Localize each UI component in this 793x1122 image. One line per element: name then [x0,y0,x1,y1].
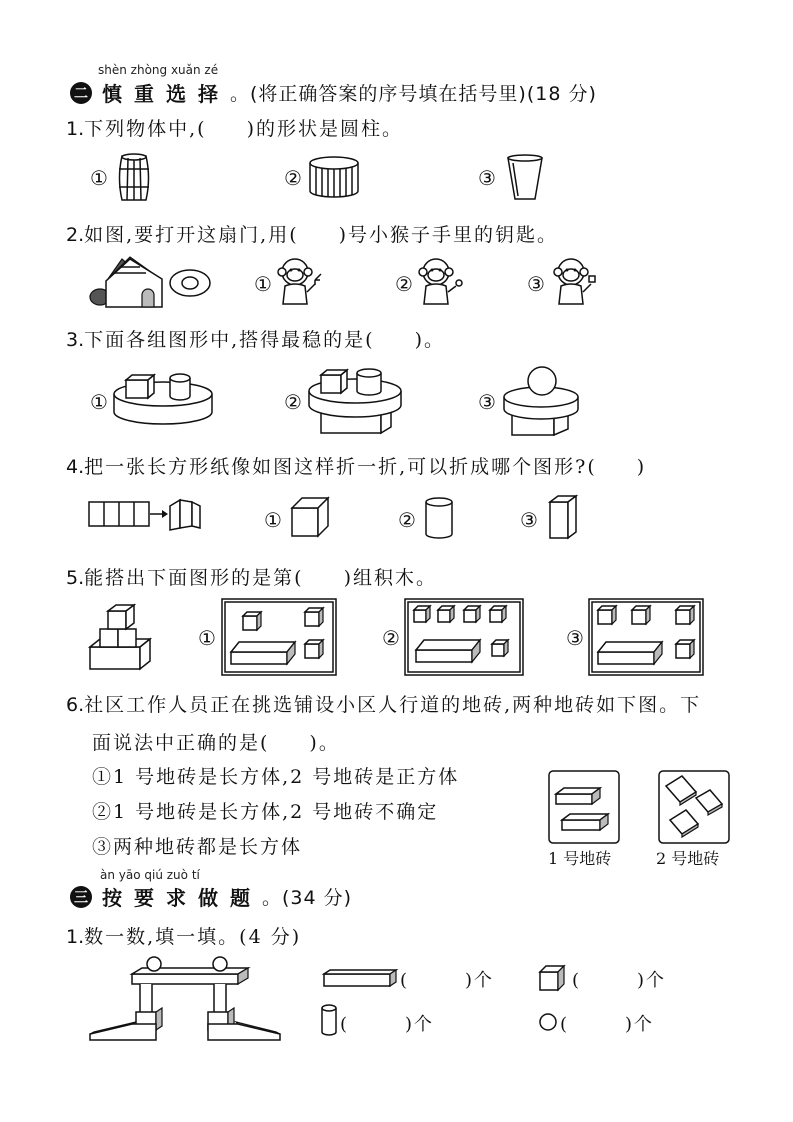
question-6-line-2 [92,728,340,755]
question-number: 1. [66,926,85,948]
question-text-a: 把一张长方形纸像如图这样折一折,可以折成哪个图形?( [84,456,597,478]
question-1 [66,114,403,141]
question-number: 4. [66,456,85,478]
count-paren-open: ( [572,970,582,991]
q3-option-1-label: ① [90,390,108,414]
tile-1-cuboids-image [548,770,620,844]
q5-option-1-label: ① [198,626,216,650]
q2-option-3-label: ③ [527,272,545,296]
q3-option-3-label: ③ [478,390,496,414]
q6-choice-2: ②1 号地砖是长方体,2 号地砖不确定 [92,801,439,823]
monkey-with-key-2-icon [416,256,464,308]
section2-pinyin: shèn zhòng xuǎn zé [98,63,219,77]
question-2 [66,220,558,247]
question-4 [66,452,646,479]
q4-option-1-label: ① [264,508,282,532]
q3-option-2-label: ② [284,390,302,414]
question-text-a: 面说法中正确的是( [92,732,270,754]
block-group-3-panel [588,598,704,676]
q6-choice-1: ①1 号地砖是长方体,2 号地砖是正方体 [92,766,460,788]
cuboid-icon [548,494,578,540]
sphere-count-answer [560,1010,654,1036]
monkey-with-key-3-icon [551,256,599,308]
monkey-with-key-1-icon [275,256,323,308]
question-text-a: 能搭出下面图形的是第( [84,567,304,589]
question-6-line-1 [66,690,701,717]
cube-icon [290,496,330,538]
question-number: 5. [66,567,85,589]
question-text-a: 下列物体中,( [84,118,207,140]
question-text: 社区工作人员正在挑选铺设小区人行道的地砖,两种地砖如下图。下 [84,694,702,716]
q4-option-2-label: ② [398,508,416,532]
stack-cube-cylinder-on-disc-icon [112,368,214,428]
question-text-b: ) [636,456,647,478]
question-text-b: )号小猴子手里的钥匙。 [338,224,559,246]
q5-option-2-label: ② [382,626,400,650]
section3-note: 。(34 分) [262,887,353,909]
section3-title: 按要求做题 [102,886,262,910]
cylinder-count-answer [340,1010,434,1036]
cuboid-count-icon [322,968,398,988]
block-group-2-panel [404,598,524,676]
ball-on-disc-on-box-icon [502,365,582,439]
section2-badge: 二 [70,82,92,104]
q4-option-3-label: ③ [520,508,538,532]
section2-header [70,78,597,107]
question-5 [66,563,437,590]
question-text-b: )。 [414,329,446,351]
cylinder-count-icon [320,1004,338,1036]
question-text-b: )组积木。 [343,567,437,589]
count-paren-open: ( [400,970,410,991]
q5-option-3-label: ③ [566,626,584,650]
cylinder-icon [424,496,454,540]
count-paren-close: )个 [637,970,667,991]
q6-choice-3: ③两种地砖都是长方体 [92,836,303,858]
barrel-icon [114,152,154,204]
q2-option-2-label: ② [395,272,413,296]
block-group-1-panel [221,598,337,676]
question-number: 6. [66,694,85,716]
question-text-b: )的形状是圆柱。 [246,118,404,140]
tile-1-caption: 1 号地砖 [548,849,612,868]
section2-title: 慎重选择 [102,82,230,106]
folding-paper-diagram [88,496,202,532]
section2-note: 。(将正确答案的序号填在括号里)(18 分) [230,83,597,105]
q1-option-2-label: ② [284,166,302,190]
q2-option-1-label: ① [254,272,272,296]
cup-icon [505,153,545,203]
question-text: 数一数,填一填。(4 分) [84,926,302,948]
question-number: 1. [66,118,85,140]
sphere-count-icon [538,1012,558,1032]
section3-badge: 三 [70,886,92,908]
section3-header [70,882,352,911]
q1-option-3-label: ③ [478,166,496,190]
tile-2-caption: 2 号地砖 [656,849,720,868]
section3-pinyin: àn yāo qiú zuò tí [100,868,200,882]
count-paren-close: )个 [465,970,495,991]
cuboid-count-answer [400,966,494,992]
section3-question-1 [66,922,301,949]
q1-option-1-label: ① [90,166,108,190]
house-with-keyhole-door-icon [86,255,212,309]
building-blocks-structure-image [88,954,284,1046]
stack-on-disc-on-box-icon [305,365,405,437]
drum-cylinder-icon [308,155,360,199]
count-paren-close: )个 [405,1014,435,1035]
question-text-a: 如图,要打开这扇门,用( [84,224,299,246]
count-paren-open: ( [560,1014,570,1035]
question-number: 3. [66,329,85,351]
cube-count-icon [538,964,568,992]
cube-count-answer [572,966,666,992]
question-text-a: 下面各组图形中,搭得最稳的是( [84,329,375,351]
count-paren-close: )个 [625,1014,655,1035]
tile-2-squares-image [658,770,730,844]
count-paren-open: ( [340,1014,350,1035]
question-3 [66,325,445,352]
target-block-structure-icon [88,603,154,671]
question-number: 2. [66,224,85,246]
question-text-b: )。 [309,732,340,754]
